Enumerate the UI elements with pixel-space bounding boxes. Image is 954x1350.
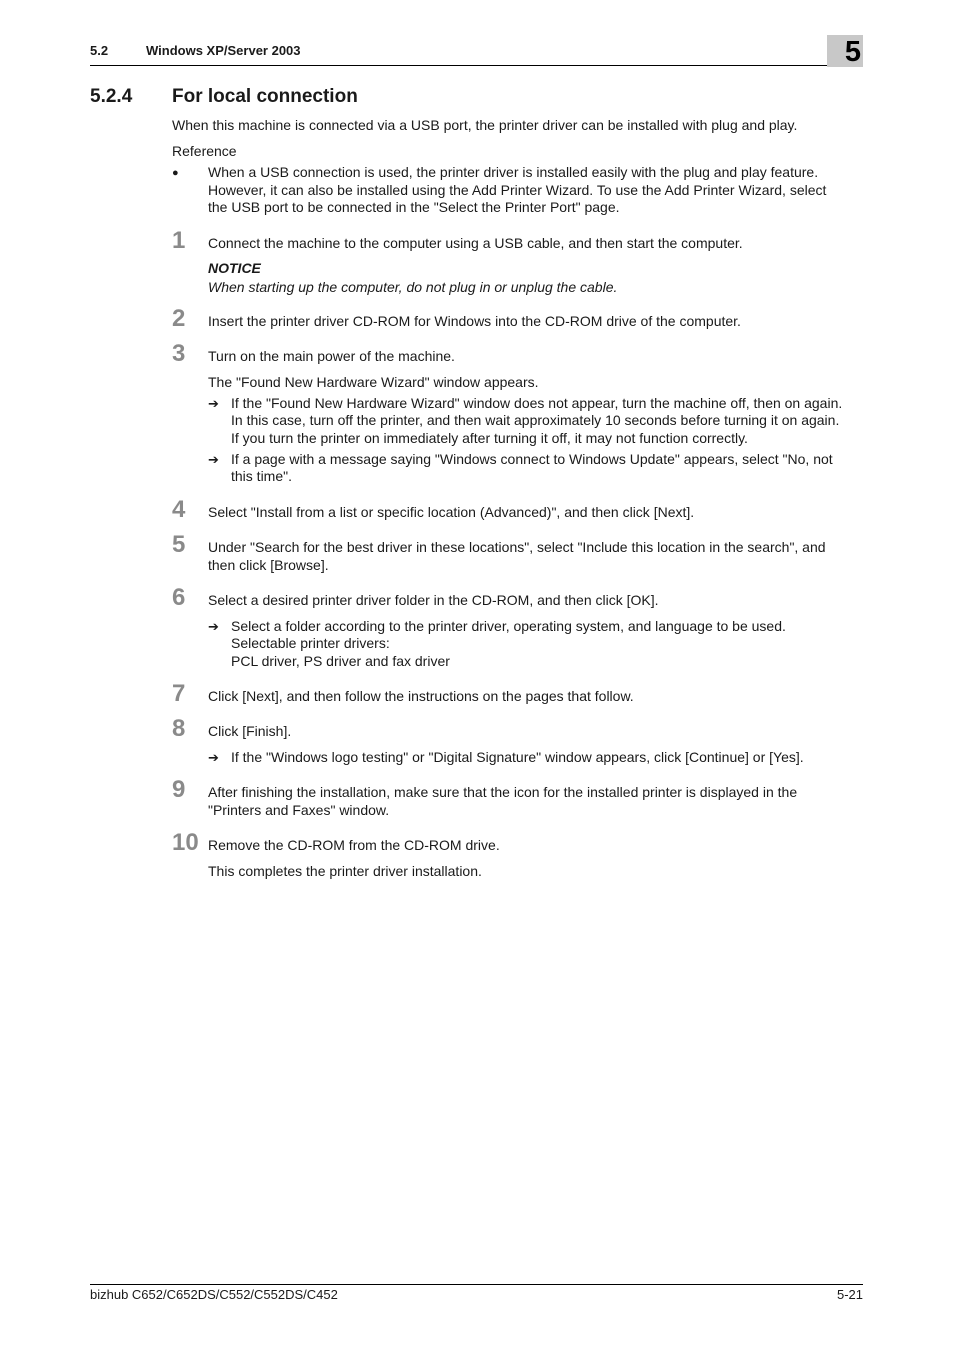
arrow-note-line: If the "Found New Hardware Wizard" window does not appear, turn the machine off, then on again.: [231, 395, 843, 411]
step-number: 3: [172, 340, 186, 367]
step-number: 4: [172, 496, 186, 523]
step-text: Under "Search for the best driver in these locations", select "Include this location in the search", and: [208, 539, 826, 555]
arrow-note-line: this time".: [231, 468, 292, 484]
arrow-note-line: Select a folder according to the printer driver, operating system, and language to be used.: [231, 618, 786, 634]
step-text: Remove the CD-ROM from the CD-ROM drive.: [208, 837, 500, 853]
step-number: 6: [172, 584, 186, 611]
notice-text: When starting up the computer, do not plug in or unplug the cable.: [208, 279, 618, 295]
step-text: Click [Next], and then follow the instructions on the pages that follow.: [208, 688, 634, 704]
header-divider: [90, 65, 863, 66]
step-text: Click [Finish].: [208, 723, 292, 739]
reference-line: When a USB connection is used, the printer driver is installed easily with the plug and play feature.: [208, 164, 819, 180]
step-follow-text: This completes the printer driver installation.: [208, 863, 482, 879]
step-text: Insert the printer driver CD-ROM for Windows into the CD-ROM drive of the computer.: [208, 313, 741, 329]
footer-divider: [90, 1284, 863, 1285]
arrow-note-line: If you turn the printer on immediately after turning it off, it may not function correctly.: [231, 430, 748, 446]
step-number: 8: [172, 715, 186, 742]
reference-line: However, it can also be installed using the Add Printer Wizard. To use the Add Printer Wizard, select: [208, 182, 827, 198]
step-follow-text: The "Found New Hardware Wizard" window appears.: [208, 374, 539, 390]
step-number: 2: [172, 305, 186, 332]
step-text: After finishing the installation, make sure that the icon for the installed printer is displayed in the: [208, 784, 798, 800]
section-title: For local connection: [172, 86, 358, 107]
notice-label: NOTICE: [208, 260, 261, 276]
step-number: 1: [172, 227, 186, 254]
arrow-note-line: Selectable printer drivers:: [231, 635, 390, 651]
header-section-number: 5.2: [90, 43, 109, 58]
step-text: Select a desired printer driver folder in the CD-ROM, and then click [OK].: [208, 592, 659, 608]
arrow-icon: ➔: [208, 452, 219, 467]
step-number: 5: [172, 531, 186, 558]
arrow-note-line: In this case, turn off the printer, and then wait approximately 10 seconds before turning it on again.: [231, 412, 840, 428]
step-text: Turn on the main power of the machine.: [208, 348, 455, 364]
section-number: 5.2.4: [90, 86, 133, 107]
step-number: 7: [172, 680, 186, 707]
chapter-tab: 5: [827, 35, 863, 67]
step-text: then click [Browse].: [208, 557, 329, 573]
step-text: "Printers and Faxes" window.: [208, 802, 390, 818]
footer-model: bizhub C652/C652DS/C552/C552DS/C452: [90, 1287, 338, 1302]
arrow-note-line: PCL driver, PS driver and fax driver: [231, 653, 450, 669]
arrow-note-line: If a page with a message saying "Windows connect to Windows Update" appears, select "No, not: [231, 451, 833, 467]
step-text: Select "Install from a list or specific location (Advanced)", and then click [Next].: [208, 504, 695, 520]
footer-page-number: 5-21: [836, 1287, 863, 1302]
header-section-title: Windows XP/Server 2003: [146, 43, 301, 58]
step-text: Connect the machine to the computer using a USB cable, and then start the computer.: [208, 235, 743, 251]
step-number: 10: [172, 829, 199, 856]
arrow-icon: ➔: [208, 396, 219, 411]
bullet-icon: ●: [172, 167, 179, 179]
reference-line: the USB port to be connected in the "Select the Printer Port" page.: [208, 199, 620, 215]
intro-text: When this machine is connected via a USB port, the printer driver can be installed with plug and play.: [172, 117, 798, 133]
arrow-note-line: If the "Windows logo testing" or "Digital Signature" window appears, click [Continue] or [Yes].: [231, 749, 804, 765]
step-number: 9: [172, 776, 186, 803]
arrow-icon: ➔: [208, 619, 219, 634]
arrow-icon: ➔: [208, 750, 219, 765]
reference-label: Reference: [172, 143, 237, 159]
